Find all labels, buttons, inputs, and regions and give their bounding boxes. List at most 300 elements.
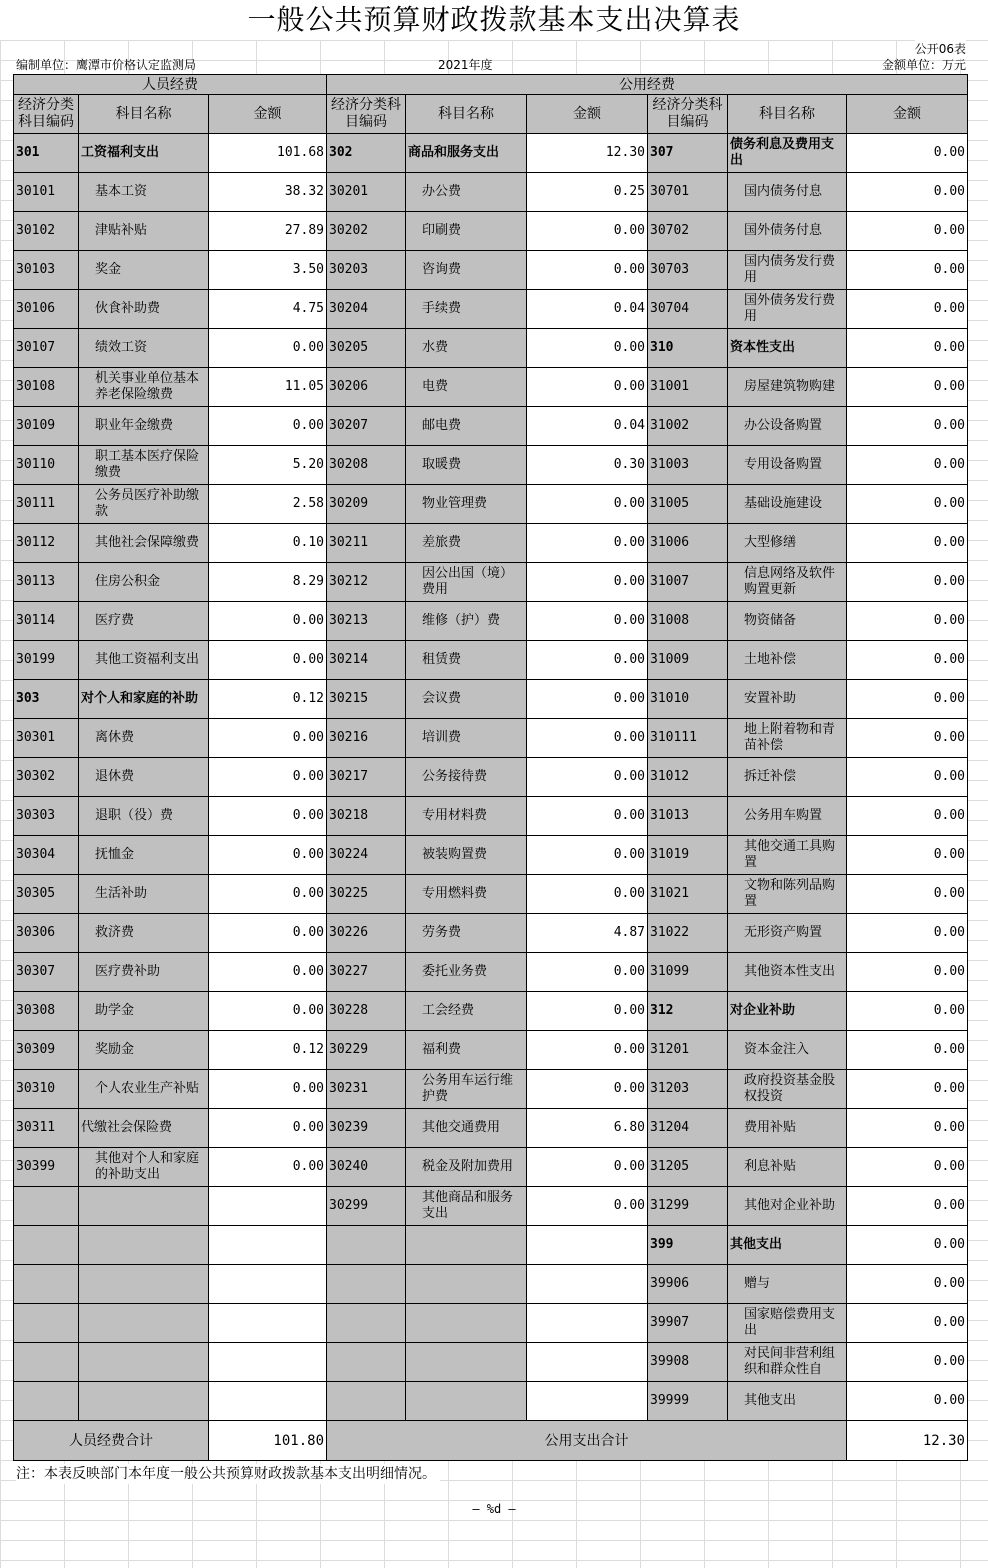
cell-code: 30309: [14, 1031, 79, 1070]
section-public: 公用经费: [327, 75, 968, 95]
cell-amount: 3.50: [209, 251, 327, 290]
cell-name: 其他交通工具购置: [728, 836, 847, 875]
cell-code: [327, 1226, 406, 1265]
cell-amount: 0.00: [527, 212, 648, 251]
cell-code: 31204: [648, 1109, 728, 1148]
cell-name: 救济费: [79, 914, 209, 953]
cell-code: 31203: [648, 1070, 728, 1109]
cell-code: 39906: [648, 1265, 728, 1304]
cell-amount: 0.00: [847, 1382, 968, 1421]
money-unit: 金额单位：万元: [881, 58, 966, 72]
cell-amount: 0.00: [527, 680, 648, 719]
cell-amount: 0.00: [209, 407, 327, 446]
cell-amount: 0.25: [527, 173, 648, 212]
cell-amount: 0.00: [527, 1031, 648, 1070]
table-row: [14, 1109, 968, 1148]
cell-name: 机关事业单位基本养老保险缴费: [79, 368, 209, 407]
cell-code: 30202: [327, 212, 406, 251]
cell-name: 住房公积金: [79, 563, 209, 602]
cell-amount: 0.00: [209, 719, 327, 758]
cell-name: 土地补偿: [728, 641, 847, 680]
cell-name: [79, 1343, 209, 1382]
table-row: [14, 875, 968, 914]
cell-name: 其他支出: [728, 1382, 847, 1421]
col-amount-header: 金额: [527, 95, 648, 134]
cell-amount: 2.58: [209, 485, 327, 524]
cell-name: [406, 1226, 527, 1265]
cell-name: 专用燃料费: [406, 875, 527, 914]
cell-code: 399: [648, 1226, 728, 1265]
cell-code: 30239: [327, 1109, 406, 1148]
cell-amount: 0.00: [527, 1070, 648, 1109]
cell-name: 工资福利支出: [79, 134, 209, 173]
cell-code: 30106: [14, 290, 79, 329]
cell-code: 31021: [648, 875, 728, 914]
cell-name: 手续费: [406, 290, 527, 329]
cell-code: 30301: [14, 719, 79, 758]
cell-amount: 0.00: [847, 251, 968, 290]
col-name-header: 科目名称: [79, 95, 209, 134]
cell-name: 国外债务发行费用: [728, 290, 847, 329]
table-code: 公开06表: [914, 42, 966, 56]
table-row: [14, 1382, 968, 1421]
cell-name: 劳务费: [406, 914, 527, 953]
cell-code: 30227: [327, 953, 406, 992]
table-note: 注：本表反映部门本年度一般公共预算财政拨款基本支出明细情况。: [16, 1464, 440, 1484]
cell-amount: 0.00: [847, 1070, 968, 1109]
cell-name: 大型修缮: [728, 524, 847, 563]
cell-amount: 8.29: [209, 563, 327, 602]
table-row: [14, 914, 968, 953]
cell-code: 30217: [327, 758, 406, 797]
cell-amount: 0.00: [209, 602, 327, 641]
cell-code: 30216: [327, 719, 406, 758]
cell-code: 30229: [327, 1031, 406, 1070]
cell-code: 30302: [14, 758, 79, 797]
cell-code: 31001: [648, 368, 728, 407]
cell-name: 维修（护）费: [406, 602, 527, 641]
cell-code: 31022: [648, 914, 728, 953]
cell-code: 302: [327, 134, 406, 173]
cell-name: 拆迁补偿: [728, 758, 847, 797]
cell-amount: [527, 1304, 648, 1343]
cell-code: 30226: [327, 914, 406, 953]
cell-amount: 0.00: [847, 875, 968, 914]
cell-code: 303: [14, 680, 79, 719]
cell-amount: 0.00: [847, 953, 968, 992]
cell-code: 31005: [648, 485, 728, 524]
cell-code: 31205: [648, 1148, 728, 1187]
cell-amount: 0.00: [527, 563, 648, 602]
cell-amount: 0.10: [209, 524, 327, 563]
cell-code: 30114: [14, 602, 79, 641]
cell-code: 30205: [327, 329, 406, 368]
cell-code: 312: [648, 992, 728, 1031]
cell-name: [79, 1382, 209, 1421]
cell-amount: 0.00: [527, 1148, 648, 1187]
cell-name: 职业年金缴费: [79, 407, 209, 446]
cell-amount: 0.00: [847, 290, 968, 329]
public-total-label: 公用支出合计: [327, 1421, 847, 1461]
cell-amount: 0.00: [527, 329, 648, 368]
cell-name: [79, 1226, 209, 1265]
cell-code: 31006: [648, 524, 728, 563]
cell-amount: 0.00: [527, 251, 648, 290]
cell-name: [79, 1304, 209, 1343]
cell-name: 公务员医疗补助缴款: [79, 485, 209, 524]
cell-amount: 4.87: [527, 914, 648, 953]
cell-amount: 0.00: [847, 680, 968, 719]
cell-amount: 0.00: [527, 797, 648, 836]
cell-name: 国内债务发行费用: [728, 251, 847, 290]
cell-code: 30212: [327, 563, 406, 602]
cell-amount: [209, 1304, 327, 1343]
cell-amount: 0.00: [209, 836, 327, 875]
cell-code: 307: [648, 134, 728, 173]
cell-code: [14, 1343, 79, 1382]
cell-name: 差旅费: [406, 524, 527, 563]
table-row: [14, 758, 968, 797]
cell-name: 对个人和家庭的补助: [79, 680, 209, 719]
cell-name: 委托业务费: [406, 953, 527, 992]
cell-amount: [209, 1187, 327, 1226]
cell-name: [79, 1187, 209, 1226]
cell-code: 30199: [14, 641, 79, 680]
cell-name: 政府投资基金股权投资: [728, 1070, 847, 1109]
table-row: [14, 719, 968, 758]
cell-name: 抚恤金: [79, 836, 209, 875]
cell-code: 31201: [648, 1031, 728, 1070]
cell-name: 国内债务付息: [728, 173, 847, 212]
cell-code: 30308: [14, 992, 79, 1031]
cell-amount: 0.00: [209, 758, 327, 797]
cell-amount: 0.00: [527, 1187, 648, 1226]
table-row: [14, 641, 968, 680]
cell-name: 伙食补助费: [79, 290, 209, 329]
cell-name: 公务用车运行维护费: [406, 1070, 527, 1109]
cell-amount: 0.00: [847, 1343, 968, 1382]
cell-code: [327, 1304, 406, 1343]
cell-code: 30108: [14, 368, 79, 407]
cell-name: 安置补助: [728, 680, 847, 719]
cell-name: 退职（役）费: [79, 797, 209, 836]
cell-code: 30399: [14, 1148, 79, 1187]
table-row: [14, 680, 968, 719]
column-header-row: [14, 95, 968, 134]
cell-name: 因公出国（境）费用: [406, 563, 527, 602]
cell-amount: 0.00: [847, 1265, 968, 1304]
cell-name: 税金及附加费用: [406, 1148, 527, 1187]
cell-name: 债务利息及费用支出: [728, 134, 847, 173]
cell-name: [406, 1343, 527, 1382]
cell-amount: 4.75: [209, 290, 327, 329]
cell-name: 个人农业生产补贴: [79, 1070, 209, 1109]
cell-amount: [209, 1265, 327, 1304]
cell-name: 职工基本医疗保险缴费: [79, 446, 209, 485]
cell-name: 绩效工资: [79, 329, 209, 368]
cell-name: 物业管理费: [406, 485, 527, 524]
cell-amount: 0.00: [847, 485, 968, 524]
cell-amount: 0.00: [527, 485, 648, 524]
cell-amount: 0.00: [527, 953, 648, 992]
cell-amount: 0.04: [527, 290, 648, 329]
col-code-header: 经济分类科目编码: [327, 95, 406, 134]
table-row: [14, 524, 968, 563]
cell-code: 30107: [14, 329, 79, 368]
cell-name: 基本工资: [79, 173, 209, 212]
table-row: [14, 1304, 968, 1343]
cell-name: 基础设施建设: [728, 485, 847, 524]
cell-name: 文物和陈列品购置: [728, 875, 847, 914]
table-row: [14, 446, 968, 485]
cell-amount: [209, 1226, 327, 1265]
cell-code: 30103: [14, 251, 79, 290]
cell-amount: 0.00: [847, 602, 968, 641]
cell-amount: 0.00: [209, 1148, 327, 1187]
table-row: [14, 212, 968, 251]
cell-name: 被装购置费: [406, 836, 527, 875]
cell-code: 31009: [648, 641, 728, 680]
cell-code: 310111: [648, 719, 728, 758]
table-row: [14, 485, 968, 524]
cell-amount: 0.00: [527, 368, 648, 407]
cell-amount: 0.00: [847, 797, 968, 836]
cell-code: 30703: [648, 251, 728, 290]
cell-amount: 0.00: [847, 1187, 968, 1226]
cell-code: 30208: [327, 446, 406, 485]
cell-amount: 0.00: [209, 914, 327, 953]
cell-name: 公务用车购置: [728, 797, 847, 836]
table-row: [14, 1187, 968, 1226]
cell-code: [14, 1265, 79, 1304]
cell-code: [327, 1265, 406, 1304]
col-code-header: 经济分类科目编码: [14, 95, 79, 134]
cell-code: 31099: [648, 953, 728, 992]
cell-name: 其他对企业补助: [728, 1187, 847, 1226]
table-body: [14, 134, 968, 1421]
cell-code: 30207: [327, 407, 406, 446]
cell-code: 30310: [14, 1070, 79, 1109]
cell-amount: 0.00: [847, 134, 968, 173]
cell-code: 30240: [327, 1148, 406, 1187]
cell-name: 邮电费: [406, 407, 527, 446]
cell-name: 租赁费: [406, 641, 527, 680]
cell-amount: 5.20: [209, 446, 327, 485]
cell-code: 31010: [648, 680, 728, 719]
cell-code: 30701: [648, 173, 728, 212]
cell-name: 信息网络及软件购置更新: [728, 563, 847, 602]
cell-code: 30214: [327, 641, 406, 680]
cell-name: 办公设备购置: [728, 407, 847, 446]
cell-name: 咨询费: [406, 251, 527, 290]
cell-name: 水费: [406, 329, 527, 368]
cell-name: 资本金注入: [728, 1031, 847, 1070]
cell-code: 39907: [648, 1304, 728, 1343]
cell-amount: 0.12: [209, 680, 327, 719]
cell-amount: 0.00: [847, 524, 968, 563]
cell-code: 30304: [14, 836, 79, 875]
cell-amount: 0.00: [847, 719, 968, 758]
cell-amount: [209, 1382, 327, 1421]
cell-code: 30111: [14, 485, 79, 524]
cell-name: 物资储备: [728, 602, 847, 641]
table-row: [14, 290, 968, 329]
cell-amount: [527, 1265, 648, 1304]
cell-code: 30213: [327, 602, 406, 641]
cell-name: 费用补贴: [728, 1109, 847, 1148]
cell-amount: 0.00: [527, 992, 648, 1031]
cell-code: 30112: [14, 524, 79, 563]
table-row: [14, 1031, 968, 1070]
cell-amount: 0.00: [847, 1031, 968, 1070]
cell-amount: 0.00: [847, 914, 968, 953]
cell-code: 30306: [14, 914, 79, 953]
cell-amount: 0.00: [209, 875, 327, 914]
cell-name: 办公费: [406, 173, 527, 212]
cell-code: 31019: [648, 836, 728, 875]
cell-amount: 0.12: [209, 1031, 327, 1070]
cell-amount: 0.00: [847, 212, 968, 251]
cell-amount: 0.00: [847, 1226, 968, 1265]
cell-code: 30215: [327, 680, 406, 719]
cell-code: [14, 1187, 79, 1226]
cell-name: 其他商品和服务支出: [406, 1187, 527, 1226]
cell-amount: 0.00: [847, 992, 968, 1031]
table-row: [14, 1343, 968, 1382]
cell-amount: 0.00: [847, 173, 968, 212]
cell-name: 商品和服务支出: [406, 134, 527, 173]
col-amount-header: 金额: [209, 95, 327, 134]
personnel-total-amount: 101.80: [209, 1421, 327, 1461]
cell-amount: 0.00: [847, 1148, 968, 1187]
compiling-unit: 编制单位：鹰潭市价格认定监测局: [16, 58, 197, 72]
cell-code: 30305: [14, 875, 79, 914]
cell-name: 其他社会保障缴费: [79, 524, 209, 563]
cell-name: 其他对个人和家庭的补助支出: [79, 1148, 209, 1187]
cell-amount: 0.30: [527, 446, 648, 485]
cell-amount: 38.32: [209, 173, 327, 212]
cell-code: 30203: [327, 251, 406, 290]
cell-amount: 0.00: [209, 1109, 327, 1148]
cell-name: 奖金: [79, 251, 209, 290]
table-row: [14, 992, 968, 1031]
cell-code: 30299: [327, 1187, 406, 1226]
cell-code: 30109: [14, 407, 79, 446]
cell-name: 无形资产购置: [728, 914, 847, 953]
cell-code: 30218: [327, 797, 406, 836]
cell-amount: 0.00: [847, 407, 968, 446]
cell-name: 地上附着物和青苗补偿: [728, 719, 847, 758]
cell-name: 利息补贴: [728, 1148, 847, 1187]
table-row: [14, 953, 968, 992]
cell-name: 对民间非营利组织和群众性自: [728, 1343, 847, 1382]
cell-code: 30307: [14, 953, 79, 992]
cell-name: 专用材料费: [406, 797, 527, 836]
cell-name: 其他交通费用: [406, 1109, 527, 1148]
table-row: [14, 368, 968, 407]
cell-amount: 0.00: [527, 875, 648, 914]
cell-code: 31008: [648, 602, 728, 641]
cell-amount: 6.80: [527, 1109, 648, 1148]
cell-name: 赠与: [728, 1265, 847, 1304]
cell-amount: 0.00: [847, 329, 968, 368]
cell-name: 工会经费: [406, 992, 527, 1031]
table-row: [14, 1226, 968, 1265]
cell-name: 其他资本性支出: [728, 953, 847, 992]
table-row: [14, 602, 968, 641]
cell-code: 310: [648, 329, 728, 368]
cell-name: 取暖费: [406, 446, 527, 485]
cell-name: 对企业补助: [728, 992, 847, 1031]
cell-amount: 101.68: [209, 134, 327, 173]
cell-amount: [527, 1343, 648, 1382]
cell-amount: 0.00: [847, 836, 968, 875]
cell-amount: 0.00: [209, 797, 327, 836]
cell-name: 印刷费: [406, 212, 527, 251]
totals-row: [14, 1421, 968, 1461]
cell-code: 31299: [648, 1187, 728, 1226]
cell-name: 房屋建筑物购建: [728, 368, 847, 407]
cell-amount: 0.00: [847, 758, 968, 797]
cell-name: [406, 1382, 527, 1421]
cell-amount: 0.00: [209, 641, 327, 680]
table-row: [14, 797, 968, 836]
cell-code: 30211: [327, 524, 406, 563]
cell-amount: 27.89: [209, 212, 327, 251]
cell-amount: 0.00: [847, 1109, 968, 1148]
cell-name: [406, 1265, 527, 1304]
cell-code: 30224: [327, 836, 406, 875]
table-row: [14, 251, 968, 290]
report-year: 2021年度: [438, 58, 493, 72]
cell-amount: 0.00: [527, 719, 648, 758]
cell-code: 31002: [648, 407, 728, 446]
cell-amount: 0.00: [527, 524, 648, 563]
cell-code: 30311: [14, 1109, 79, 1148]
cell-code: [327, 1343, 406, 1382]
cell-amount: 0.00: [847, 446, 968, 485]
cell-amount: 0.00: [209, 329, 327, 368]
cell-name: 医疗费: [79, 602, 209, 641]
cell-name: 津贴补贴: [79, 212, 209, 251]
table-row: [14, 563, 968, 602]
cell-amount: 0.04: [527, 407, 648, 446]
cell-name: [79, 1265, 209, 1304]
table-row: [14, 1070, 968, 1109]
cell-code: 30113: [14, 563, 79, 602]
cell-amount: 0.00: [847, 1304, 968, 1343]
table-row: [14, 134, 968, 173]
cell-amount: [527, 1226, 648, 1265]
cell-code: 30102: [14, 212, 79, 251]
cell-amount: 0.00: [847, 563, 968, 602]
cell-amount: 12.30: [527, 134, 648, 173]
table-row: [14, 836, 968, 875]
cell-name: 会议费: [406, 680, 527, 719]
cell-amount: 0.00: [527, 836, 648, 875]
cell-code: 30204: [327, 290, 406, 329]
personnel-total-label: 人员经费合计: [14, 1421, 209, 1461]
cell-amount: [209, 1343, 327, 1382]
cell-code: [14, 1226, 79, 1265]
report-title: 一般公共预算财政拨款基本支出决算表: [0, 0, 988, 40]
table-row: [14, 329, 968, 368]
cell-code: 31013: [648, 797, 728, 836]
cell-amount: 0.00: [847, 641, 968, 680]
cell-code: [14, 1382, 79, 1421]
col-name-header: 科目名称: [406, 95, 527, 134]
cell-name: 国家赔偿费用支出: [728, 1304, 847, 1343]
